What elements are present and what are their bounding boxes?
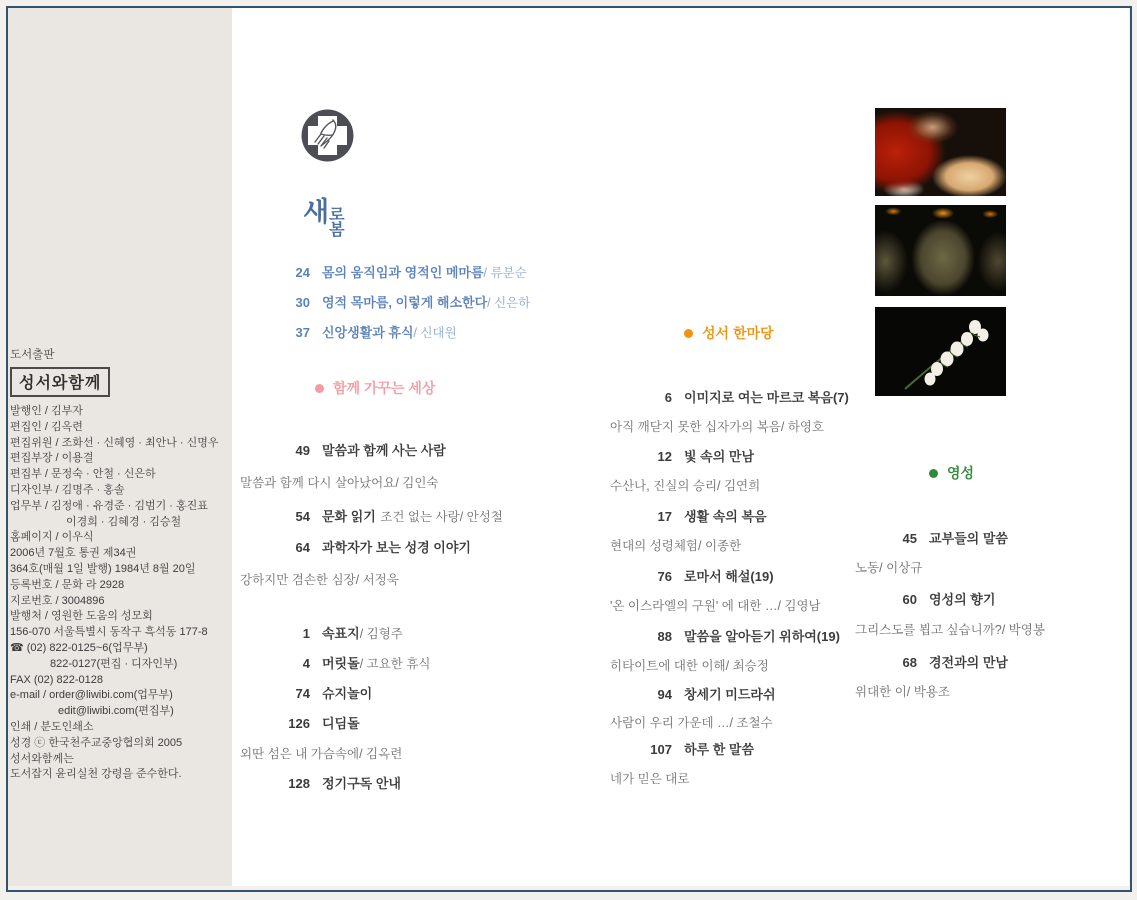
item-title: 생활 속의 복음 [684, 509, 767, 524]
page-number: 37 [295, 325, 310, 340]
page-number: 64 [295, 540, 310, 555]
toc-feature-item [240, 322, 457, 342]
title-char-bom: 봄 [329, 222, 345, 240]
publisher-line: 성경 ⓒ 한국천주교중앙협의회 2005 [10, 736, 183, 749]
section-bullet-icon [315, 384, 324, 393]
item-subtitle: 네가 믿은 대로 [610, 772, 690, 786]
toc-item [855, 528, 1008, 548]
page-number: 60 [902, 592, 917, 607]
section-header-spirit [929, 463, 974, 483]
toc-item [240, 440, 446, 460]
publisher-line: 홈페이지 / 이우식 [10, 531, 94, 544]
toc-feature-item [240, 292, 530, 312]
publisher-line: 발행처 / 영원한 도움의 성모회 [10, 610, 153, 623]
item-subtitle-inline: / 고요한 휴식 [359, 657, 431, 671]
publisher-fax: FAX (02) 822-0128 [10, 673, 103, 686]
page-number: 94 [657, 687, 672, 702]
section-header-bible [684, 323, 774, 343]
publisher-email: e-mail / order@liwibi.com(업무부) [10, 689, 173, 702]
hand-in-cross-circle-icon [300, 108, 355, 163]
item-author: / 신은하 [487, 296, 531, 310]
publisher-phone: ☎ (02) 822-0125~6(업무부) [10, 641, 148, 654]
publisher-line: 도서잡지 윤리실천 강령을 준수한다. [10, 768, 182, 781]
page-number: 68 [902, 655, 917, 670]
item-title: 속표지 [322, 626, 360, 641]
toc-item [240, 713, 360, 733]
toc-item [855, 589, 995, 609]
title-char-ro: 로 [329, 207, 345, 224]
title-stack [329, 208, 344, 238]
item-title: 머릿돌 [322, 656, 360, 671]
toc-item [240, 683, 372, 703]
item-subtitle: 말씀과 함께 다시 살아났어요/ 김인숙 [240, 476, 439, 490]
item-title: 말씀과 함께 사는 사람 [322, 443, 446, 458]
toc-item [610, 446, 754, 466]
page-number: 74 [295, 686, 310, 701]
page-number: 4 [302, 656, 310, 671]
item-title: 정기구독 안내 [322, 776, 401, 791]
page-number: 12 [657, 449, 672, 464]
toc-item [610, 566, 774, 586]
page-number: 126 [288, 716, 310, 731]
item-subtitle: 현대의 성령체험/ 이종한 [610, 539, 742, 553]
page-number: 17 [657, 509, 672, 524]
item-title: 교부들의 말씀 [929, 531, 1008, 546]
item-title: 슈지놀이 [322, 686, 373, 701]
section-label: 영성 [947, 465, 975, 481]
section-bullet-icon [684, 329, 693, 338]
item-subtitle: 수산나, 진실의 승리/ 김연희 [610, 479, 761, 493]
item-author: / 신대원 [413, 326, 457, 340]
toc-item [240, 506, 503, 526]
publisher-line: 발행인 / 김부자 [10, 405, 83, 417]
item-title: 문화 읽기 [322, 509, 376, 524]
imprint-label: 도서출판 [10, 349, 55, 361]
toc-item [240, 537, 471, 557]
page-number: 107 [650, 742, 672, 757]
item-title: 몸의 움직임과 영적인 메마름 [322, 265, 484, 280]
page-number: 128 [288, 776, 310, 791]
page-number: 49 [295, 443, 310, 458]
page-number: 45 [902, 531, 917, 546]
publisher-logo: 성서와함께 [10, 367, 110, 397]
toc-item [610, 626, 840, 646]
page-number: 6 [664, 390, 672, 405]
publisher-info-block [10, 346, 218, 783]
item-title: 창세기 미드라쉬 [684, 687, 776, 702]
item-title: 과학자가 보는 성경 이야기 [322, 540, 471, 555]
item-title: 영성의 향기 [929, 592, 996, 607]
item-subtitle: 위대한 이/ 박용조 [855, 685, 950, 699]
toc-feature-item [240, 262, 527, 282]
section-bullet-icon [929, 469, 938, 478]
magazine-title [303, 199, 345, 238]
publisher-line: 지로번호 / 3004896 [10, 594, 105, 607]
publisher-line: 편집부 / 문정숙 · 안철 · 신은하 [10, 468, 156, 481]
toc-item [610, 684, 776, 704]
item-title: 디딤돌 [322, 716, 360, 731]
publisher-line: 이경희 · 김혜경 · 김승철 [66, 515, 182, 528]
toc-item [240, 623, 403, 643]
publisher-line: 편집위원 / 조화선 · 신혜영 · 최안나 · 신명우 [10, 436, 219, 449]
thumbnail-lily-of-the-valley [875, 307, 1006, 396]
item-subtitle: 히타이트에 대한 이해/ 최승정 [610, 659, 769, 673]
item-author: / 류분순 [483, 266, 527, 280]
publisher-line: 364호(매월 1일 발행) 1984년 8월 20일 [10, 562, 196, 575]
page-number: 1 [302, 626, 310, 641]
publisher-line: 등록번호 / 문화 라 2928 [10, 578, 125, 591]
item-title: 경전과의 만남 [929, 655, 1008, 670]
section-label: 함께 가꾸는 세상 [333, 380, 436, 396]
toc-item [610, 739, 754, 759]
item-subtitle: 사람이 우리 가운데 …/ 조철수 [610, 716, 773, 730]
item-title: 영적 목마름, 이렇게 해소한다 [322, 295, 488, 310]
item-subtitle: 그리스도를 뵙고 싶습니까?/ 박영봉 [855, 623, 1045, 637]
page-number: 54 [295, 509, 310, 524]
publisher-email: edit@liwibi.com(편집부) [58, 705, 174, 718]
page-number: 30 [295, 295, 310, 310]
title-char-sae: 새 [303, 197, 330, 227]
item-title: 로마서 해설(19) [684, 569, 774, 584]
item-title: 이미지로 여는 마르코 복음(7) [684, 390, 849, 405]
toc-item [240, 653, 430, 673]
item-subtitle: '온 이스라엘의 구원' 에 대한 …/ 김영남 [610, 599, 821, 613]
item-subtitle-inline: 조건 없는 사랑/ 안성철 [380, 510, 503, 524]
toc-item [240, 773, 401, 793]
toc-item [610, 506, 767, 526]
thumbnail-ancient-vessels [875, 205, 1006, 296]
section-label: 성서 한마당 [702, 325, 774, 341]
publisher-phone: 822-0127(편집 · 디자인부) [50, 657, 178, 670]
item-title: 하루 한 말씀 [684, 742, 755, 757]
item-title: 빛 속의 만남 [684, 449, 755, 464]
publisher-line: 디자인부 / 김명주 · 홍솔 [10, 483, 125, 496]
toc-item [610, 387, 849, 407]
publisher-line: 인쇄 / 분도인쇄소 [10, 720, 94, 733]
item-subtitle: 외딴 섬은 내 가슴속에/ 김옥련 [240, 747, 403, 761]
publisher-line: 편집인 / 김옥련 [10, 420, 83, 433]
item-subtitle-inline: / 김형주 [359, 627, 403, 641]
page-number: 76 [657, 569, 672, 584]
item-subtitle: 강하지만 겸손한 심장/ 서정욱 [240, 573, 399, 587]
item-title: 신앙생활과 휴식 [322, 325, 414, 340]
publisher-line: 156-070 서울특별시 동작구 흑석동 177-8 [10, 626, 208, 639]
publisher-line: 2006년 7월호 통권 제34권 [10, 547, 137, 560]
item-subtitle: 노동/ 이상규 [855, 561, 923, 575]
publisher-line: 성서와함께는 [10, 752, 74, 765]
toc-item [855, 652, 1008, 672]
publisher-line: 업무부 / 김정애 · 유경준 · 김범기 · 홍진표 [10, 499, 208, 512]
item-title: 말씀을 알아듣기 위하여(19) [684, 629, 840, 644]
publisher-line: 편집부장 / 이용결 [10, 452, 94, 465]
page-number: 24 [295, 265, 310, 280]
thumbnail-classical-painting [875, 108, 1006, 196]
page-number: 88 [657, 629, 672, 644]
item-subtitle: 아직 깨닫지 못한 십자가의 복음/ 하영호 [610, 420, 825, 434]
section-header-world [315, 378, 435, 398]
